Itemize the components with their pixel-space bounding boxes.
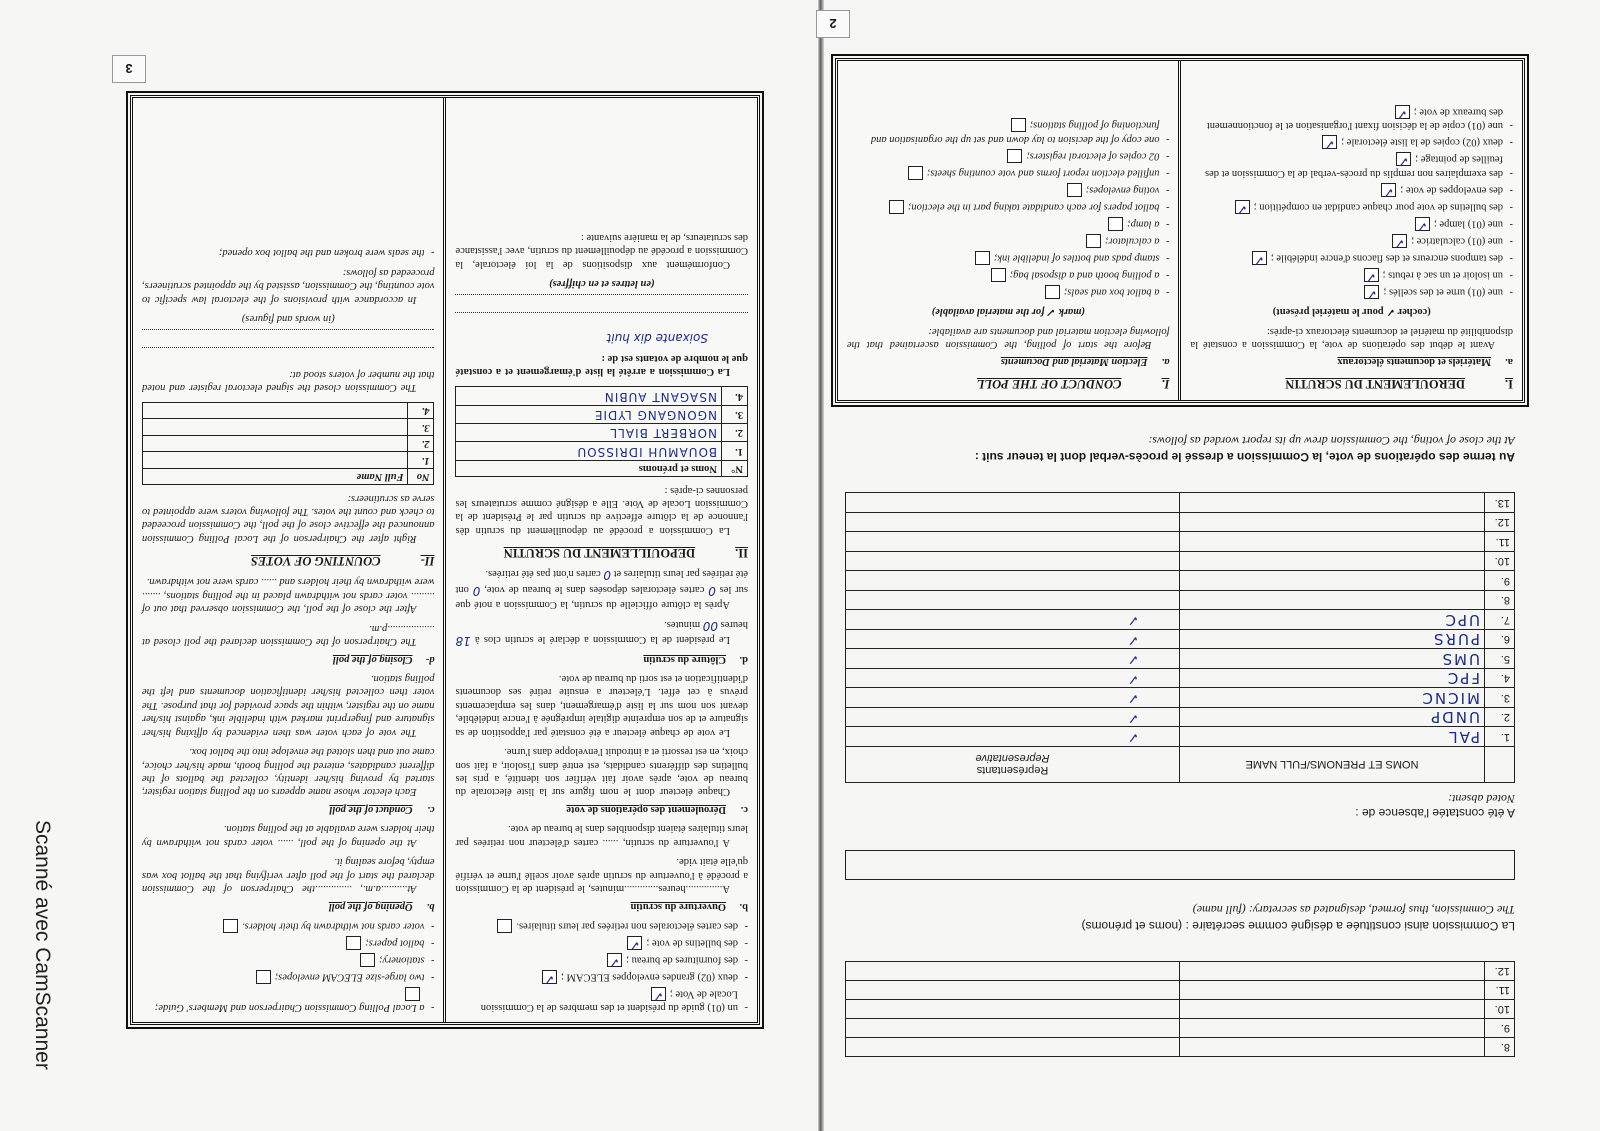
material-item: - ballot papers; <box>142 936 435 950</box>
representative-signature-field[interactable]: ✓ <box>846 727 1180 747</box>
paragraph: La Commission a arrêté la liste d'émargement et a constaté que le nombre de votants est de : <box>455 352 748 378</box>
party-name-field[interactable] <box>1180 591 1485 611</box>
english-column <box>133 98 447 1022</box>
checkbox[interactable] <box>908 166 923 180</box>
cards-withdrawn-field[interactable]: 0 <box>472 583 481 598</box>
instruction-text: (cocher ✓ pour le matériel présent) <box>1272 306 1431 318</box>
material-item: - ballot papers for each candidate taking part in the election; <box>847 200 1170 214</box>
material-item: - a Local Polling Commission Chairperson and Members' Guide; <box>142 987 435 1014</box>
closing-minutes-field[interactable]: 00 <box>702 618 718 633</box>
scrutineer-name-field[interactable] <box>143 419 409 435</box>
member-signature-field[interactable] <box>846 1038 1180 1057</box>
checkbox[interactable] <box>1252 251 1267 265</box>
member-name-field[interactable] <box>1180 1038 1485 1057</box>
checkbox[interactable] <box>1392 234 1407 248</box>
representative-signature-field[interactable]: ✓ <box>846 630 1180 650</box>
checkbox[interactable] <box>1364 285 1379 299</box>
checkbox[interactable] <box>256 970 271 984</box>
table-row: 7. UPC ✓ <box>846 610 1515 630</box>
representative-signature-field[interactable] <box>846 532 1180 552</box>
checkbox[interactable] <box>1364 268 1379 282</box>
scrutineer-name-field[interactable] <box>143 403 409 419</box>
column-header-name: NOMS ET PRENOMS/FULL NAME <box>1180 747 1485 783</box>
representative-signature-field[interactable] <box>846 513 1180 533</box>
material-item: - stationery; <box>142 953 435 967</box>
paragraph: Le vote de chaque électeur a été constaté par l'apposition de sa signature et de son empreinte digitale imprégnée à l'encre indélébile, devant son nom sur la liste d'émargement, dans les emplacements prévus à cet effet. L'électeur a ensuite retiré ses documents d'identification et est sorti du bureau de vote. <box>455 673 748 738</box>
heading-ouverture: b.Ouverture du scrutin <box>630 900 748 912</box>
closing-statement-fr: Au terme des opérations de vote, la Commission a dressé le procès-verbal dont la teneur suit : <box>974 450 1515 465</box>
paragraph: At..........a.m., ..............the Chairperson of the Commission declared the start of the poll after verifying that the ballot box was empty, before sealing it. <box>142 856 435 895</box>
page-number-right: 2 <box>816 10 850 38</box>
table-row: 9. <box>846 571 1515 591</box>
table-row: 2. <box>143 435 435 451</box>
section-ii-title-fr: II. DEPOUILLEMENT DU SCRUTIN <box>503 545 748 560</box>
secretary-label-en: The Commission, thus formed, designated as secretary: (full name) <box>1192 903 1515 917</box>
member-name-field[interactable] <box>1180 1000 1485 1019</box>
material-item: - two large-size ELECAM envelopes; <box>142 970 435 984</box>
scrutineer-name-field[interactable] <box>143 452 409 468</box>
dotted-line <box>456 294 749 308</box>
paragraph: A l'ouverture du scrutin, ...... cartes d'électeur non retirées par leurs titulaires étaient disponibles dans le bureau de vote. <box>455 823 748 848</box>
list-item: - the seals were broken and the ballot box opened; <box>142 246 435 259</box>
material-item: - une (01) lampe ;✓ <box>1191 217 1514 231</box>
table-row: 11. <box>846 981 1515 1000</box>
party-name-field[interactable] <box>1180 571 1485 591</box>
material-item: - des exemplaires non remplis du procès-verbal de la Commission et des feuilles de pointage ;✓ <box>1191 152 1514 179</box>
paragraph: The Chairperson of the Commission declared the poll closed at ..................p.m. <box>142 622 435 648</box>
party-name-field[interactable]: PURS <box>1180 630 1485 650</box>
material-item: - deux (02) grandes enveloppes ELECAM ;✓ <box>456 970 749 984</box>
material-item: - unfilled election report forms and vote counting sheets; <box>847 166 1170 180</box>
paragraph: A..............heures.............minutes, le président de la Commission a procédé à l'ouverture du scrutin après avoir scellé l'urne et vérifié qu'elle était vide. <box>455 856 748 895</box>
checkbox[interactable] <box>1045 285 1060 299</box>
checkbox[interactable] <box>360 953 375 967</box>
representative-signature-field[interactable]: ✓ <box>846 669 1180 689</box>
table-row: 12. <box>846 513 1515 533</box>
member-signature-field[interactable] <box>846 981 1180 1000</box>
heading-conduct: c.Conduct of the poll <box>329 803 435 815</box>
party-name-field[interactable] <box>1180 552 1485 572</box>
closing-statement-en: At the close of voting, the Commission drew up its report worded as follows: <box>1148 434 1515 449</box>
absent-label-fr: A été constatée l'absence de : <box>1355 806 1515 820</box>
heading-closing: d-Closing of the poll <box>332 653 435 665</box>
table-header-row <box>846 747 1515 783</box>
paragraph: Conformément aux dispositions de la loi électorale, la Commission a procédé au dépouillement du scrutin, avec l'assistance des scrutateurs, de la manière suivante : <box>455 231 748 270</box>
checkbox[interactable] <box>542 970 557 984</box>
secretary-label-fr: La Commission ainsi constituée a désigné comme secrétaire : (noms et prénoms) <box>1081 919 1515 933</box>
paragraph: Each elector whose name appears on the polling station register, started by proving his/her identity, collected the ballots of the different candidates, entered the polling booth, made his/her choice, came out and then slotted the envelope into the ballot box. <box>142 746 435 798</box>
material-item: - des bulletins de vote ;✓ <box>456 936 749 950</box>
party-name-field[interactable]: PAL <box>1180 727 1485 747</box>
table-row: 9. <box>846 1019 1515 1038</box>
english-column <box>838 62 1182 401</box>
table-row: 1. PAL ✓ <box>846 727 1515 747</box>
party-name-field[interactable]: UPC <box>1180 610 1485 630</box>
heading-cloture: d.Clôture du scrutin <box>643 653 748 665</box>
counting-steps-en <box>142 246 435 259</box>
paragraph: La Commission a procédé au dépouillement du scrutin dès l'annonce de la clôture effective du scrutin par le Président de la Commission Locale de Vote. Elle a désigné comme scrutateurs les personnes ci-après : <box>455 484 748 536</box>
material-item: - deux (02) copies de la liste électorale ;✓ <box>1191 135 1514 149</box>
representatives-table <box>845 493 1515 784</box>
section-ii-title-en: II- COUNTING OF VOTES <box>250 553 435 568</box>
material-item: - 02 copies of electoral registers; <box>847 149 1170 163</box>
table-row: 10. <box>846 1000 1515 1019</box>
page-3 <box>130 95 760 1025</box>
material-list-en-continued <box>142 919 435 1014</box>
french-column <box>1182 62 1523 401</box>
members-table <box>845 961 1515 1057</box>
cards-deposited-field[interactable]: 0 <box>708 583 716 598</box>
checkbox[interactable] <box>1415 217 1430 231</box>
representative-signature-field[interactable]: ✓ <box>846 649 1180 669</box>
representative-signature-field[interactable]: ✓ <box>846 610 1180 630</box>
checkbox[interactable] <box>1322 135 1337 149</box>
checkbox[interactable] <box>651 987 666 1001</box>
representative-signature-field[interactable] <box>846 493 1180 513</box>
closing-hours-field[interactable]: 18 <box>455 634 471 649</box>
scrutineers-table-fr: N° Noms et prénoms 1. BOUAMUH IDRISSOU 2. NORBERT BIALL 3. NGONGANG LYDIE 4. NSAGANT AUBIN <box>456 386 749 477</box>
checkbox[interactable] <box>223 919 238 933</box>
paragraph: The Commission closed the signed electoral register and noted that the number of voters stood at: <box>142 368 435 393</box>
table-row: 1. BOUAMUH IDRISSOU <box>456 442 748 460</box>
hint-text: (en lettres et en chiffres) <box>549 278 655 290</box>
instruction-text: (mark ✓ for the material available) <box>931 306 1085 318</box>
member-signature-field[interactable] <box>846 1019 1180 1038</box>
member-signature-field[interactable] <box>846 962 1180 981</box>
table-row: 8. <box>846 591 1515 611</box>
table-row: 1. <box>143 452 435 468</box>
paragraph: The vote of each voter was then evidenced by affixing his/her signature and fingerprint marked with indelible ink, against his/her name on the register, within the space provided for that purpose. The voter then collected his/her identification documents and left the polling station. <box>142 673 435 738</box>
checkbox[interactable] <box>1381 183 1396 197</box>
section-i-title-fr: I. DEROULEMENT DU SCRUTIN <box>1285 377 1513 392</box>
table-row: 3. MICNC ✓ <box>846 688 1515 708</box>
table-row: 4. NSAGANT AUBIN <box>456 387 748 405</box>
material-item: - a ballot box and seals; <box>847 285 1170 299</box>
material-item: - un isoloir et un sac à rebuts ;✓ <box>1191 268 1514 282</box>
material-list-en <box>847 118 1170 298</box>
material-item: - a lamp; <box>847 217 1170 231</box>
paragraph: Right after the Chairperson of the Local Polling Commission announced the effective close of the poll, the Commission proceeded to check and count the votes. The following voters were appointed to serve as scrutineers: <box>142 492 435 544</box>
table-row: 11. <box>846 532 1515 552</box>
representative-signature-field[interactable]: ✓ <box>846 708 1180 728</box>
cards-not-withdrawn-field[interactable]: 0 <box>603 568 611 583</box>
paragraph: After the close of the poll, the Commission observed that out of ......... voter cards not withdrawn placed in the polling stations, ....... were withdrawn by their holders and ...... cards were not withdrawn. <box>142 576 435 615</box>
closing-time-paragraph: Le président de la Commission a déclaré le scrutin clos à 18 heures 00 minutes. <box>455 618 748 649</box>
secretary-name-field[interactable] <box>845 850 1515 880</box>
checkbox[interactable] <box>346 936 361 950</box>
party-name-field[interactable]: UNDP <box>1180 708 1485 728</box>
material-item: - a polling booth and a disposal bag; <box>847 268 1170 282</box>
representative-signature-field[interactable]: ✓ <box>846 688 1180 708</box>
paragraph: Before the start of polling, the Commission ascertained that the following election material and documents are available: <box>847 325 1170 351</box>
paragraph: Avant le début des opérations de vote, la Commission a constaté la disponibilité du matériel et documents électoraux ci-après: <box>1190 325 1513 351</box>
checkbox[interactable] <box>497 919 512 933</box>
table-row: 3. NGONGANG LYDIE <box>456 405 748 423</box>
checkbox[interactable] <box>1086 234 1101 248</box>
page-3-frame <box>130 95 760 1025</box>
section-i-frame <box>835 59 1525 404</box>
party-name-field[interactable]: FPC <box>1180 669 1485 689</box>
checkbox[interactable] <box>1011 118 1026 132</box>
material-item: - une (01) calculatrice ;✓ <box>1191 234 1514 248</box>
material-item: - voting envelopes; <box>847 183 1170 197</box>
scrutineer-name-field[interactable]: BOUAMUH IDRISSOU <box>456 442 722 460</box>
party-name-field[interactable] <box>1180 532 1485 552</box>
checkbox[interactable] <box>1235 200 1250 214</box>
material-item: - une (01) copie de la décision fixant l'organisation et le fonctionnement des bureaux de vote ;✓ <box>1191 105 1514 132</box>
representative-signature-field[interactable] <box>846 552 1180 572</box>
checkbox[interactable] <box>1007 149 1022 163</box>
material-item: - des tampons encreurs et des flacons d'encre indélébile ;✓ <box>1191 251 1514 265</box>
column-header-representative: Représentants Representative <box>846 747 1180 783</box>
material-item: - une (01) urne et des scellés ;✓ <box>1191 285 1514 299</box>
member-name-field[interactable] <box>1180 962 1485 981</box>
checkbox[interactable] <box>1067 183 1082 197</box>
voters-count-field[interactable]: Soixante dix huit <box>606 331 708 346</box>
checkbox[interactable] <box>1395 105 1410 119</box>
material-item: - a calculator; <box>847 234 1170 248</box>
table-row: 4. FPC ✓ <box>846 669 1515 689</box>
party-name-field[interactable] <box>1180 513 1485 533</box>
french-column <box>447 98 758 1022</box>
hint-text: (in words and figures) <box>241 313 335 325</box>
checkbox[interactable] <box>991 268 1006 282</box>
table-row: 6. PURS ✓ <box>846 630 1515 650</box>
watermark-text: Scanné avec CamScanner <box>31 820 54 1070</box>
material-list-fr-continued <box>456 919 749 1014</box>
member-name-field[interactable] <box>1180 1019 1485 1038</box>
member-signature-field[interactable] <box>846 1000 1180 1019</box>
table-row: 2. UNDP ✓ <box>846 708 1515 728</box>
paragraph: At the opening of the poll, ...... voter cards not withdrawn by their holders were available at the polling station. <box>142 823 435 848</box>
paragraph: In accordance with provisions of the electoral law specific to vote counting, the Commission, assisted by the appointed scrutineers, proceeded as follows: <box>141 266 435 305</box>
material-item: - one copy of the decision to lay down and set up the organisation and functioning of polling stations; <box>847 118 1170 145</box>
table-row: 8. <box>846 1038 1515 1057</box>
absent-label-en: Noted absent: <box>1448 792 1515 806</box>
party-name-field[interactable]: MICNC <box>1180 688 1485 708</box>
voters-count-field-en[interactable] <box>142 347 435 361</box>
page-2 <box>835 65 1525 1065</box>
heading-election-material: a.Election Material and Documents <box>1000 356 1170 368</box>
party-name-field[interactable] <box>1180 493 1485 513</box>
scrutineers-table-en: No Full Name 1. 2. 3. 4. <box>142 402 435 485</box>
checkbox[interactable] <box>889 200 904 214</box>
checkbox[interactable] <box>975 251 990 265</box>
page-number-left: 3 <box>112 55 146 83</box>
checkbox[interactable] <box>1396 152 1411 166</box>
table-row: 2. NORBERT BIALL <box>456 424 748 442</box>
scrutineer-name-field[interactable]: NORBERT BIALL <box>456 424 722 442</box>
heading-opening: b.Opening of the poll <box>328 900 435 912</box>
material-item: - des cartes électorales non retirées par leurs titulaires. <box>456 919 749 933</box>
dotted-line <box>456 312 749 326</box>
material-item: - un (01) guide du président et des membres de la Commission Locale de Vote ;✓ <box>456 987 749 1014</box>
representative-signature-field[interactable] <box>846 591 1180 611</box>
member-name-field[interactable] <box>1180 981 1485 1000</box>
checkbox[interactable] <box>627 936 642 950</box>
heading-materiels: a.Matériels et documents électoraux <box>1337 356 1513 368</box>
material-item: - stamp pads and bottles of indelible ink; <box>847 251 1170 265</box>
representative-signature-field[interactable] <box>846 571 1180 591</box>
material-item: - voter cards not withdrawn by their holders. <box>142 919 435 933</box>
table-row: 10. <box>846 552 1515 572</box>
checkbox[interactable] <box>1108 217 1123 231</box>
table-row: 5. UMS ✓ <box>846 649 1515 669</box>
section-i-title-en: I. CONDUCT OF THE POLL <box>976 377 1170 392</box>
material-item: - des enveloppes de vote ;✓ <box>1191 183 1514 197</box>
dotted-line <box>142 329 435 343</box>
party-name-field[interactable]: UMS <box>1180 649 1485 669</box>
material-item: - des bulletins de vote pour chaque candidat en compétition ;✓ <box>1191 200 1514 214</box>
material-item: - des fournitures de bureau ;✓ <box>456 953 749 967</box>
cards-paragraph: Après la clôture officielle du scrutin, la Commission a noté que sur les 0 cartes électorales déposées dans le bureau de vote, 0 ont été retirées par leurs titulaires et 0 cartes n'ont pas été retirées. <box>455 568 748 611</box>
scrutineer-name-field[interactable] <box>143 435 409 451</box>
page-fold <box>818 0 824 1131</box>
heading-deroulement: c.Déroulement des opérations de vote <box>566 803 748 815</box>
material-list-fr <box>1191 105 1514 299</box>
table-row: 13. <box>846 493 1515 513</box>
paragraph: Chaque électeur dont le nom figure sur la liste électorale du bureau de vote, après avoir fait vérifier son identité, a pris les bulletins des différents candidats, est entré dans l'isoloir, a fait son choix, en est ressorti et a introduit l'enveloppe dans l'urne. <box>455 746 748 798</box>
scanner-watermark <box>14 820 54 1100</box>
checkbox[interactable] <box>406 987 421 1001</box>
table-row: 12. <box>846 962 1515 981</box>
table-row: 4. <box>143 403 435 419</box>
scrutineer-name-field[interactable]: NSAGANT AUBIN <box>456 387 722 405</box>
table-row: 3. <box>143 419 435 435</box>
scrutineer-name-field[interactable]: NGONGANG LYDIE <box>456 405 722 423</box>
checkbox[interactable] <box>607 953 622 967</box>
